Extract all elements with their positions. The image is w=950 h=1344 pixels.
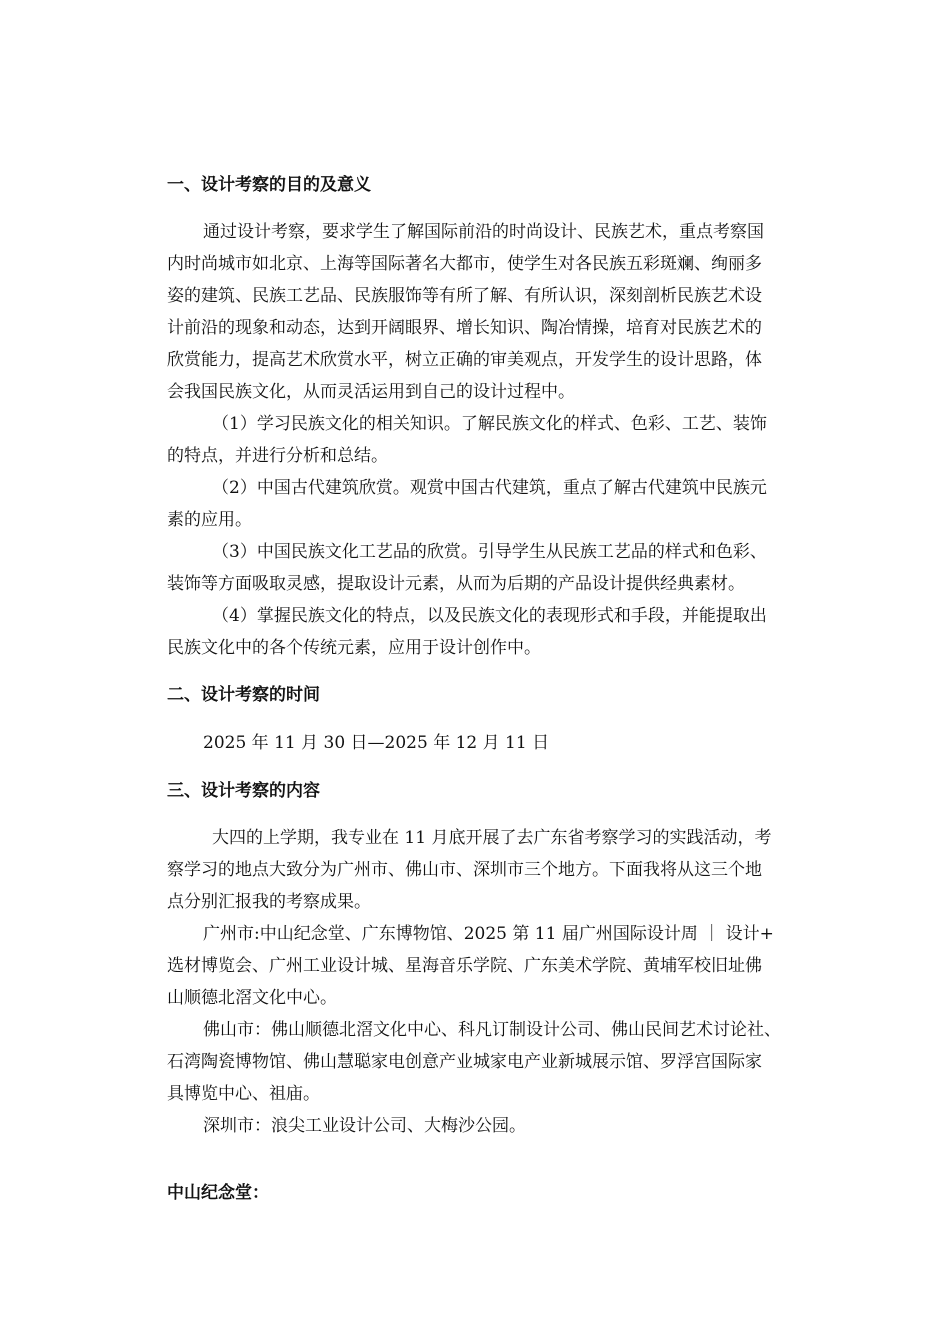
section-heading-content: 三、设计考察的内容	[167, 781, 320, 801]
section-heading-time: 二、设计考察的时间	[167, 685, 320, 705]
list-item-2: （2）中国古代建筑欣赏。观赏中国古代建筑，重点了解古代建筑中民族元	[212, 478, 767, 498]
guangzhou-list-cont: 山顺德北滘文化中心。	[167, 988, 337, 1008]
paragraph-line: 点分别汇报我的考察成果。	[167, 892, 371, 912]
list-item-2-cont: 素的应用。	[167, 510, 252, 530]
list-item-3: （3）中国民族文化工艺品的欣赏。引导学生从民族工艺品的样式和色彩、	[212, 542, 767, 562]
date-range: 2025 年 11 月 30 日—2025 年 12 月 11 日	[203, 733, 550, 753]
guangzhou-list-cont: 选材博览会、广州工业设计城、星海音乐学院、广东美术学院、黄埔军校旧址佛	[167, 956, 762, 976]
guangzhou-list: 广州市:中山纪念堂、广东博物馆、2025 第 11 届广州国际设计周 ｜ 设计+	[203, 924, 774, 944]
paragraph-line: 会我国民族文化，从而灵活运用到自己的设计过程中。	[167, 382, 575, 402]
paragraph-line: 姿的建筑、民族工艺品、民族服饰等有所了解、有所认识，深刻剖析民族艺术设	[167, 286, 762, 306]
paragraph-line: 计前沿的现象和动态，达到开阔眼界、增长知识、陶冶情操，培育对民族艺术的	[167, 318, 762, 338]
section-heading-purpose: 一、设计考察的目的及意义	[167, 175, 371, 195]
paragraph-line: 察学习的地点大致分为广州市、佛山市、深圳市三个地方。下面我将从这三个地	[167, 860, 762, 880]
list-item-3-cont: 装饰等方面吸取灵感，提取设计元素，从而为后期的产品设计提供经典素材。	[167, 574, 745, 594]
shenzhen-list: 深圳市：浪尖工业设计公司、大梅沙公园。	[203, 1116, 526, 1136]
list-item-1-cont: 的特点，并进行分析和总结。	[167, 446, 388, 466]
list-item-1: （1）学习民族文化的相关知识。了解民族文化的样式、色彩、工艺、装饰	[212, 414, 767, 434]
list-item-4-cont: 民族文化中的各个传统元素，应用于设计创作中。	[167, 638, 541, 658]
paragraph-line: 欣赏能力，提高艺术欣赏水平，树立正确的审美观点，开发学生的设计思路，体	[167, 350, 762, 370]
paragraph-line: 大四的上学期，我专业在 11 月底开展了去广东省考察学习的实践活动，考	[212, 828, 772, 848]
foshan-list-cont: 石湾陶瓷博物馆、佛山慧聪家电创意产业城家电产业新城展示馆、罗浮宫国际家	[167, 1052, 762, 1072]
paragraph-line: 内时尚城市如北京、上海等国际著名大都市，使学生对各民族五彩斑斓、绚丽多	[167, 254, 762, 274]
list-item-4: （4）掌握民族文化的特点，以及民族文化的表现形式和手段，并能提取出	[212, 606, 767, 626]
foshan-list-cont: 具博览中心、祖庙。	[167, 1084, 320, 1104]
paragraph-line: 通过设计考察，要求学生了解国际前沿的时尚设计、民族艺术，重点考察国	[203, 222, 764, 242]
subsection-heading-zhongshan: 中山纪念堂：	[167, 1183, 269, 1203]
foshan-list: 佛山市：佛山顺德北滘文化中心、科凡订制设计公司、佛山民间艺术讨论社、	[203, 1020, 781, 1040]
